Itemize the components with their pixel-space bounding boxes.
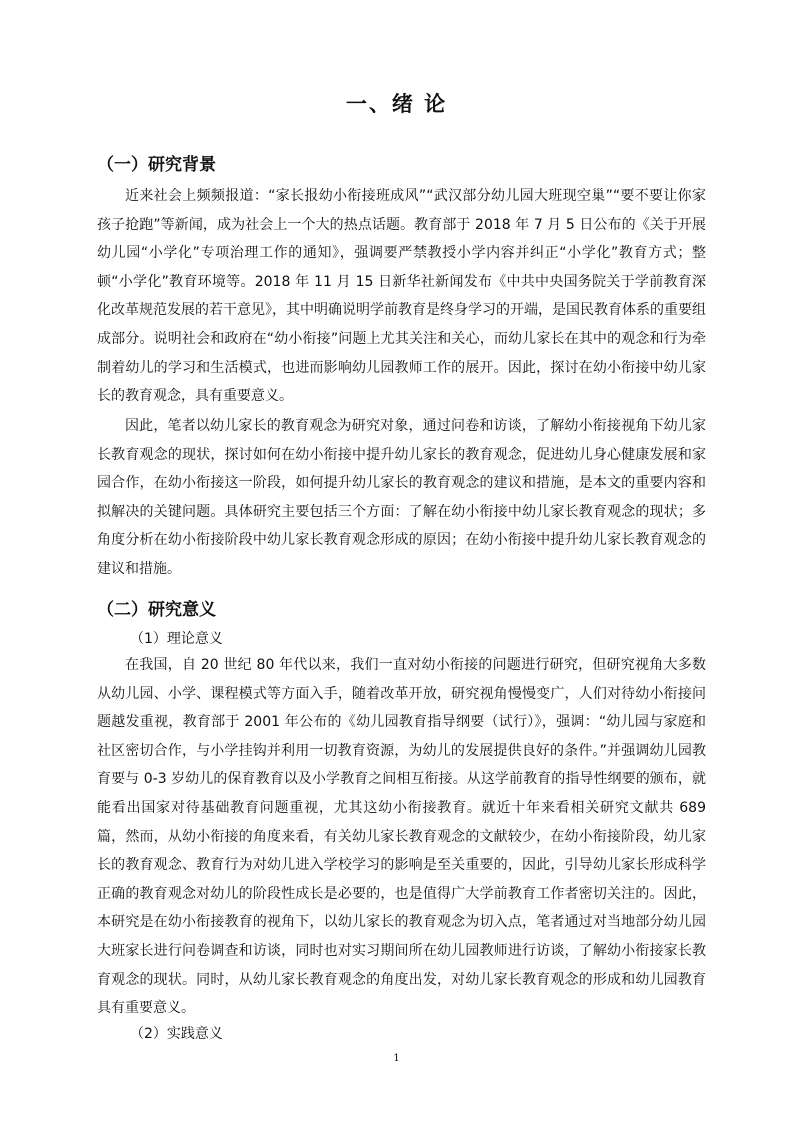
paragraph-background-1: 近来社会上频频报道：“家长报幼小衔接班成风”“武汉部分幼儿园大班现空巢”“要不要让你家孩子抢跑”等新闻，成为社会上一个大的热点话题。教育部于 2018 年 7 月 5 日公布的《关于开展幼儿园“小学化”专项治理工作的通知》，强调要严禁教授小学内容并纠正“小学化”教育方式；整顿“小学化”教育环境等。2018 年 11 月 15 日新华社新闻发布《中共中央国务院关于学前教育深化改革规范发展的若干意见》，其中明确说明学前教育是终身学习的开端，是国民教育体系的重要组成部分。说明社会和政府在“幼小衔接”问题上尤其关注和关心，而幼儿家长在其中的观念和行为牵制着幼儿的学习和生活模式，也进而影响幼儿园教师工作的展开。因此，探讨在幼小衔接中幼儿家长的教育观念，具有重要意义。 [97, 188, 706, 405]
chapter-title: 一、绪 论 [345, 92, 448, 116]
page-number: 1 [393, 1053, 400, 1064]
paragraph-background-2: 因此，笔者以幼儿家长的教育观念为研究对象，通过问卷和访谈，了解幼小衔接视角下幼儿家长教育观念的现状，探讨如何在幼小衔接中提升幼儿家长的教育观念，促进幼儿身心健康发展和家园合作，在幼小衔接这一阶段，如何提升幼儿家长的教育观念的建议和措施，是本文的重要内容和拟解决的关键问题。具体研究主要包括三个方面：了解在幼小衔接中幼儿家长教育观念的现状；多角度分析在幼小衔接阶段中幼儿家长教育观念形成的原因；在幼小衔接中提升幼儿家长教育观念的建议和措施。 [97, 418, 706, 577]
section-heading-background: （一）研究背景 [97, 155, 216, 175]
paragraph-theoretical: 在我国，自 20 世纪 80 年代以来，我们一直对幼小衔接的问题进行研究，但研究视角大多数从幼儿园、小学、课程模式等方面入手，随着改革开放，研究视角慢慢变广，人们对待幼小衔接问题越发重视，教育部于 2001 年公布的《幼儿园教育指导纲要（试行）》，强调：“幼儿园与家庭和社区密切合作，与小学挂钩并利用一切教育资源，为幼儿的发展提供良好的条件。”并强调幼儿园教育要与 0-3 岁幼儿的保育教育以及小学教育之间相互衔接。从这学前教育的指导性纲要的颁布，就能看出国家对待基础教育问题重视，尤其这幼小衔接教育。就近十年来看相关研究文献共 689 篇，然而，从幼小衔接的角度来看，有关幼儿家长教育观念的文献较少，在幼小衔接阶段，幼儿家长的教育观念、教育行为对幼儿进入学校学习的影响是至关重要的，因此，引导幼儿家长形成科学正确的教育观念对幼儿的阶段性成长是必要的，也是值得广大学前教育工作者密切关注的。因此，本研究是在幼小衔接教育的视角下，以幼儿家长的教育观念为切入点，笔者通过对当地部分幼儿园大班家长进行问卷调查和访谈，同时也对实习期间所在幼儿园教师进行访谈，了解幼小衔接家长教育观念的现状。同时，从幼儿家长教育观念的角度出发，对幼儿家长教育观念的形成和幼儿园教育具有重要意义。 [97, 657, 706, 1017]
sub-heading-theoretical: （1）理论意义 [130, 631, 223, 647]
sub-heading-practical: （2）实践意义 [130, 1026, 223, 1042]
section-heading-significance: （二）研究意义 [97, 600, 216, 620]
